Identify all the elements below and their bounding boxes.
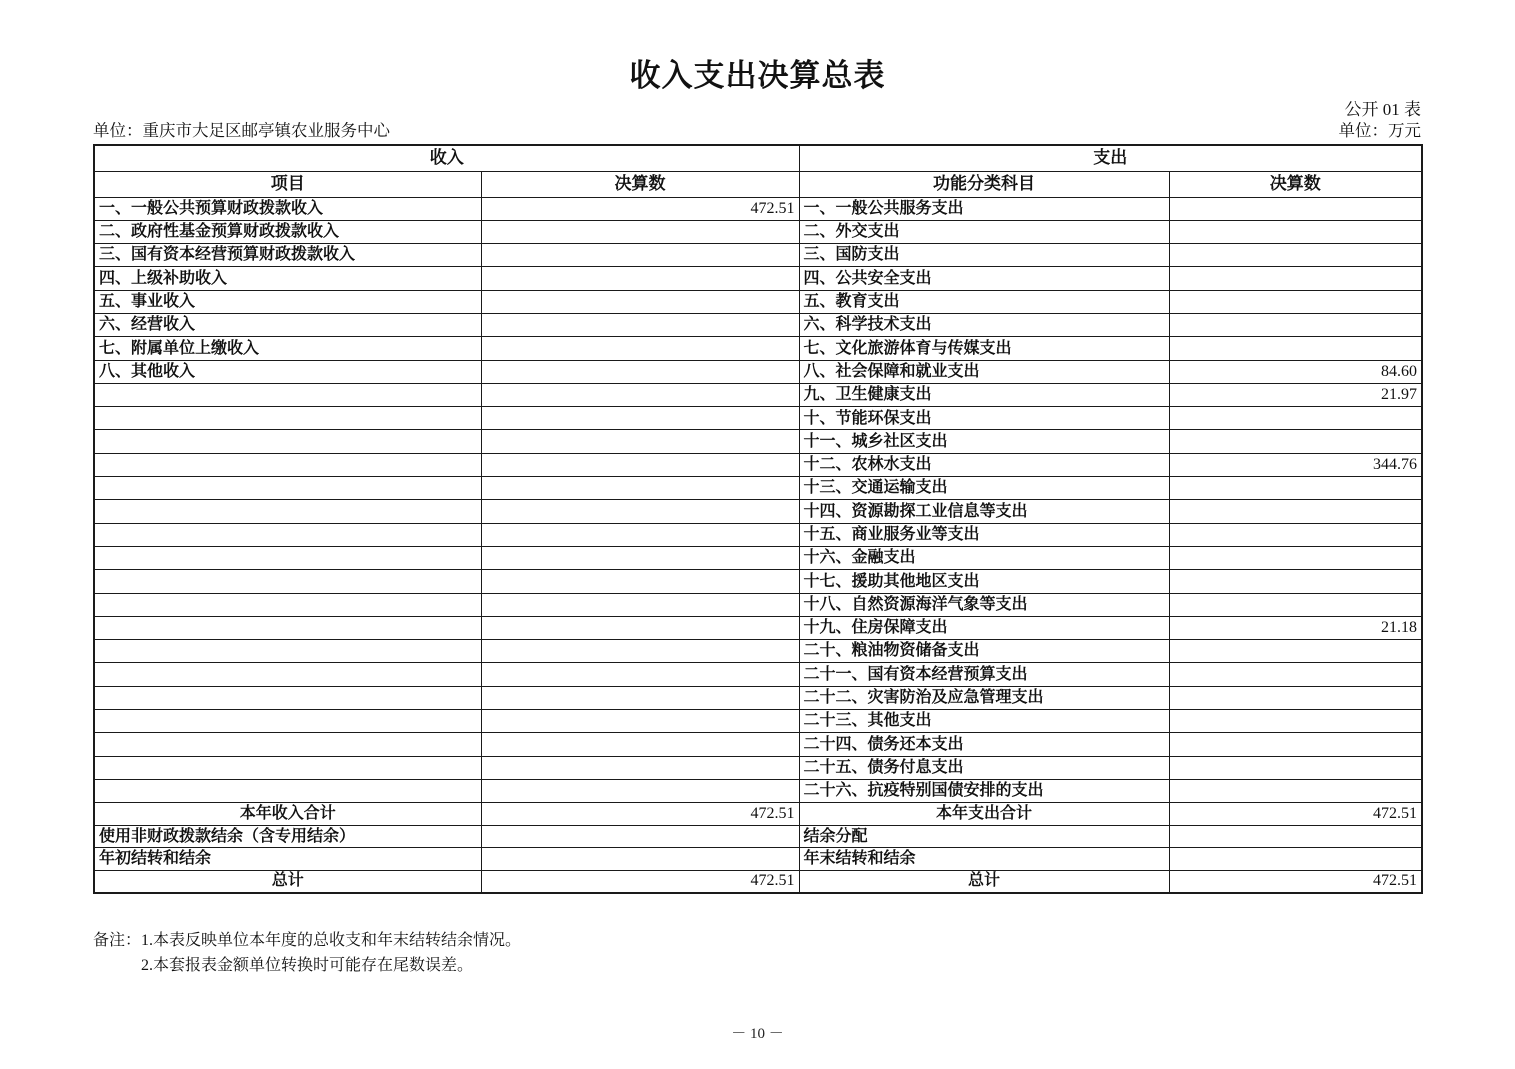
expense-amount-cell <box>1169 430 1422 453</box>
expense-amount-cell <box>1169 220 1422 243</box>
expense-item-cell: 结余分配 <box>799 825 1169 848</box>
col-header-function: 功能分类科目 <box>799 171 1169 197</box>
income-amount-cell <box>481 640 799 663</box>
income-item-cell <box>94 663 481 686</box>
expense-amount-cell <box>1169 848 1422 871</box>
income-amount-cell <box>481 848 799 871</box>
expense-section-header: 支出 <box>799 145 1422 171</box>
expense-item-cell: 十四、资源勘探工业信息等支出 <box>799 500 1169 523</box>
expense-amount-cell: 472.51 <box>1169 870 1422 893</box>
expense-item-cell: 十三、交通运输支出 <box>799 477 1169 500</box>
income-amount-cell: 472.51 <box>481 870 799 893</box>
table-row <box>94 663 1422 686</box>
expense-item-cell: 二十二、灾害防治及应急管理支出 <box>799 686 1169 709</box>
expense-amount-cell <box>1169 640 1422 663</box>
expense-amount-cell <box>1169 710 1422 733</box>
col-header-item: 项目 <box>94 171 481 197</box>
col-header-expense-amount: 决算数 <box>1169 171 1422 197</box>
expense-amount-cell <box>1169 267 1422 290</box>
page-title: 收入支出决算总表 <box>629 58 886 93</box>
table-row <box>94 686 1422 709</box>
expense-amount-cell <box>1169 197 1422 220</box>
income-item-cell: 六、经营收入 <box>94 313 481 336</box>
table-row <box>94 733 1422 756</box>
income-item-cell <box>94 407 481 430</box>
expense-amount-cell <box>1169 407 1422 430</box>
summary-row <box>94 803 1422 826</box>
expense-amount-cell: 21.18 <box>1169 616 1422 639</box>
income-amount-cell <box>481 523 799 546</box>
income-item-cell <box>94 640 481 663</box>
col-header-income-amount: 决算数 <box>481 171 799 197</box>
income-item-cell <box>94 616 481 639</box>
income-item-cell <box>94 546 481 569</box>
income-item-cell: 年初结转和结余 <box>94 848 481 871</box>
income-item-cell: 一、一般公共预算财政拨款收入 <box>94 197 481 220</box>
table-row <box>94 337 1422 360</box>
expense-item-cell: 本年支出合计 <box>799 803 1169 826</box>
expense-item-cell: 二十、粮油物资储备支出 <box>799 640 1169 663</box>
income-item-cell <box>94 477 481 500</box>
expense-item-cell: 二十一、国有资本经营预算支出 <box>799 663 1169 686</box>
expense-item-cell: 十六、金融支出 <box>799 546 1169 569</box>
expense-item-cell: 二十六、抗疫特别国债安排的支出 <box>799 779 1169 802</box>
income-item-cell <box>94 686 481 709</box>
income-amount-cell: 472.51 <box>481 803 799 826</box>
expense-item-cell: 总计 <box>799 870 1169 893</box>
table-row <box>94 313 1422 336</box>
expense-amount-cell <box>1169 779 1422 802</box>
expense-item-cell: 三、国防支出 <box>799 244 1169 267</box>
income-item-cell <box>94 500 481 523</box>
table-row <box>94 500 1422 523</box>
income-item-cell <box>94 383 481 406</box>
expense-item-cell: 一、一般公共服务支出 <box>799 197 1169 220</box>
expense-amount-cell <box>1169 244 1422 267</box>
income-item-cell <box>94 523 481 546</box>
income-amount-cell <box>481 779 799 802</box>
unit-row <box>93 117 1421 141</box>
income-amount-cell <box>481 453 799 476</box>
expense-amount-cell <box>1169 313 1422 336</box>
summary-row <box>94 825 1422 848</box>
notes-block <box>93 928 521 978</box>
income-item-cell: 七、附属单位上缴收入 <box>94 337 481 360</box>
expense-item-cell: 二十四、债务还本支出 <box>799 733 1169 756</box>
section-header-row <box>94 145 1422 171</box>
reporting-unit-label: 单位：重庆市大足区邮亭镇农业服务中心 <box>93 121 390 140</box>
expense-amount-cell <box>1169 337 1422 360</box>
summary-row <box>94 848 1422 871</box>
currency-unit-label: 单位：万元 <box>1338 121 1421 140</box>
table-row <box>94 710 1422 733</box>
income-item-cell <box>94 710 481 733</box>
income-amount-cell <box>481 570 799 593</box>
expense-item-cell: 八、社会保障和就业支出 <box>799 360 1169 383</box>
income-section-header: 收入 <box>94 145 799 171</box>
expense-amount-cell <box>1169 756 1422 779</box>
table-row <box>94 430 1422 453</box>
table-row <box>94 546 1422 569</box>
notes-label: 备注： <box>93 932 142 949</box>
column-header-row <box>94 171 1422 197</box>
expense-item-cell: 五、教育支出 <box>799 290 1169 313</box>
income-item-cell <box>94 733 481 756</box>
income-amount-cell <box>481 383 799 406</box>
income-amount-cell <box>481 337 799 360</box>
note-line: 1.本表反映单位本年度的总收支和年末结转结余情况。 <box>141 932 522 949</box>
final-accounts-table <box>93 144 1423 894</box>
note-line: 2.本套报表金额单位转换时可能存在尾数误差。 <box>141 957 474 974</box>
income-amount-cell <box>481 825 799 848</box>
income-item-cell: 八、其他收入 <box>94 360 481 383</box>
expense-item-cell: 四、公共安全支出 <box>799 267 1169 290</box>
expense-amount-cell <box>1169 290 1422 313</box>
income-amount-cell <box>481 733 799 756</box>
expense-item-cell: 十八、自然资源海洋气象等支出 <box>799 593 1169 616</box>
income-item-cell: 四、上级补助收入 <box>94 267 481 290</box>
income-item-cell: 使用非财政拨款结余（含专用结余） <box>94 825 481 848</box>
expense-amount-cell: 84.60 <box>1169 360 1422 383</box>
table-row <box>94 779 1422 802</box>
income-amount-cell <box>481 220 799 243</box>
expense-amount-cell <box>1169 570 1422 593</box>
expense-amount-cell <box>1169 686 1422 709</box>
table-row <box>94 453 1422 476</box>
expense-item-cell: 六、科学技术支出 <box>799 313 1169 336</box>
income-amount-cell: 472.51 <box>481 197 799 220</box>
table-row <box>94 220 1422 243</box>
income-amount-cell <box>481 244 799 267</box>
table-row <box>94 383 1422 406</box>
expense-amount-cell <box>1169 663 1422 686</box>
income-item-cell: 五、事业收入 <box>94 290 481 313</box>
expense-item-cell: 二十三、其他支出 <box>799 710 1169 733</box>
table-row <box>94 640 1422 663</box>
expense-amount-cell <box>1169 500 1422 523</box>
income-amount-cell <box>481 546 799 569</box>
page-number: － 10 － <box>731 1026 784 1042</box>
table-row <box>94 477 1422 500</box>
income-amount-cell <box>481 756 799 779</box>
income-item-cell: 二、政府性基金预算财政拨款收入 <box>94 220 481 243</box>
expense-item-cell: 十七、援助其他地区支出 <box>799 570 1169 593</box>
expense-amount-cell <box>1169 477 1422 500</box>
table-row <box>94 570 1422 593</box>
expense-amount-cell <box>1169 523 1422 546</box>
table-row <box>94 290 1422 313</box>
expense-item-cell: 十、节能环保支出 <box>799 407 1169 430</box>
expense-amount-cell <box>1169 593 1422 616</box>
income-amount-cell <box>481 430 799 453</box>
income-amount-cell <box>481 500 799 523</box>
table-row <box>94 756 1422 779</box>
income-item-cell: 总计 <box>94 870 481 893</box>
table-row <box>94 407 1422 430</box>
income-amount-cell <box>481 477 799 500</box>
expense-amount-cell <box>1169 546 1422 569</box>
income-item-cell: 本年收入合计 <box>94 803 481 826</box>
expense-amount-cell <box>1169 733 1422 756</box>
income-item-cell <box>94 779 481 802</box>
income-amount-cell <box>481 290 799 313</box>
table-row <box>94 244 1422 267</box>
table-row <box>94 616 1422 639</box>
expense-item-cell: 七、文化旅游体育与传媒支出 <box>799 337 1169 360</box>
income-amount-cell <box>481 407 799 430</box>
income-item-cell <box>94 430 481 453</box>
table-number-label: 公开 01 表 <box>1344 100 1421 119</box>
table-row <box>94 267 1422 290</box>
expense-item-cell: 年末结转和结余 <box>799 848 1169 871</box>
income-amount-cell <box>481 663 799 686</box>
income-item-cell <box>94 570 481 593</box>
notes-lines <box>141 928 521 978</box>
income-item-cell <box>94 756 481 779</box>
expense-item-cell: 十一、城乡社区支出 <box>799 430 1169 453</box>
income-amount-cell <box>481 360 799 383</box>
expense-item-cell: 十五、商业服务业等支出 <box>799 523 1169 546</box>
expense-item-cell: 二、外交支出 <box>799 220 1169 243</box>
table-row <box>94 523 1422 546</box>
table-row <box>94 197 1422 220</box>
summary-row <box>94 870 1422 893</box>
expense-amount-cell <box>1169 825 1422 848</box>
expense-item-cell: 二十五、债务付息支出 <box>799 756 1169 779</box>
table-row <box>94 360 1422 383</box>
income-amount-cell <box>481 616 799 639</box>
income-item-cell <box>94 453 481 476</box>
expense-item-cell: 十九、住房保障支出 <box>799 616 1169 639</box>
income-amount-cell <box>481 313 799 336</box>
income-item-cell: 三、国有资本经营预算财政拨款收入 <box>94 244 481 267</box>
expense-amount-cell: 344.76 <box>1169 453 1422 476</box>
expense-item-cell: 十二、农林水支出 <box>799 453 1169 476</box>
expense-item-cell: 九、卫生健康支出 <box>799 383 1169 406</box>
income-amount-cell <box>481 686 799 709</box>
table-row <box>94 593 1422 616</box>
income-amount-cell <box>481 593 799 616</box>
income-amount-cell <box>481 267 799 290</box>
income-amount-cell <box>481 710 799 733</box>
expense-amount-cell: 472.51 <box>1169 803 1422 826</box>
income-item-cell <box>94 593 481 616</box>
expense-amount-cell: 21.97 <box>1169 383 1422 406</box>
